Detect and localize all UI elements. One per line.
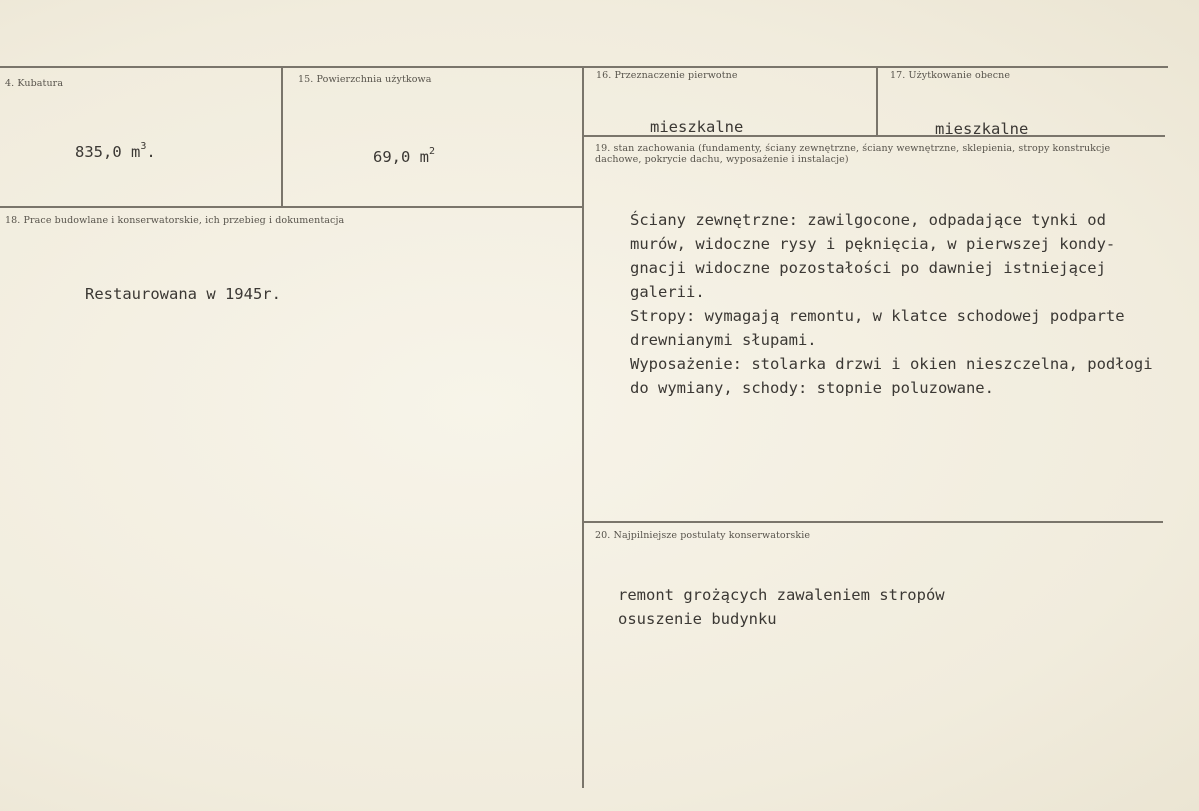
rule-above-20 bbox=[583, 521, 1163, 523]
prace-label: 18. Prace budowlane i konserwatorskie, ich przebieg i dokumentacja bbox=[5, 215, 345, 226]
postulaty-text bbox=[618, 583, 945, 631]
stan-line: galerii. bbox=[630, 283, 705, 301]
stan-line: Wyposażenie: stolarka drzwi i okien nieszczelna, podłogi bbox=[630, 355, 1153, 373]
divider-center bbox=[582, 66, 584, 788]
powierzchnia-number: 69,0 m bbox=[373, 148, 429, 167]
stan-line: drewnianymi słupami. bbox=[630, 331, 817, 349]
przeznaczenie-value: mieszkalne bbox=[650, 118, 744, 136]
kubatura-unit-exponent: 3 bbox=[140, 141, 147, 152]
postulaty-line: osuszenie budynku bbox=[618, 610, 777, 628]
divider-kubatura bbox=[281, 66, 283, 208]
powierzchnia-value bbox=[373, 148, 435, 166]
uzytkowanie-value: mieszkalne bbox=[935, 120, 1029, 138]
top-rule bbox=[0, 66, 1168, 68]
stan-line: gnacji widoczne pozostałości po dawniej istniejącej bbox=[630, 259, 1106, 277]
kubatura-label: 4. Kubatura bbox=[5, 78, 64, 89]
stan-text bbox=[630, 208, 1153, 400]
stan-line: Stropy: wymagają remontu, w klatce schodowej podparte bbox=[630, 307, 1125, 325]
stan-line: Ściany zewnętrzne: zawilgocone, odpadające tynki od bbox=[630, 211, 1106, 229]
kubatura-number: 835,0 m bbox=[75, 143, 141, 162]
kubatura-suffix: . bbox=[146, 143, 156, 162]
przeznaczenie-label: 16. Przeznaczenie pierwotne bbox=[596, 70, 738, 81]
rule-below-4-15 bbox=[0, 206, 583, 208]
postulaty-line: remont grożących zawaleniem stropów bbox=[618, 586, 945, 604]
stan-line: murów, widoczne rysy i pęknięcia, w pierwszej kondy- bbox=[630, 235, 1116, 253]
powierzchnia-unit-exponent: 2 bbox=[429, 146, 436, 157]
prace-value: Restaurowana w 1945r. bbox=[85, 285, 281, 303]
stan-line: do wymiany, schody: stopnie poluzowane. bbox=[630, 379, 994, 397]
kubatura-value bbox=[75, 143, 156, 161]
stan-label: 19. stan zachowania (fundamenty, ściany zewnętrzne, ściany wewnętrzne, sklepienia, stropy konstrukcje dachowe, pokrycie dachu, wyposażenie i instalacje) bbox=[595, 143, 1111, 165]
uzytkowanie-label: 17. Użytkowanie obecne bbox=[890, 70, 1011, 81]
powierzchnia-label: 15. Powierzchnia użytkowa bbox=[298, 74, 432, 85]
postulaty-label: 20. Najpilniejsze postulaty konserwatorskie bbox=[595, 530, 811, 541]
divider-uzytkowanie bbox=[876, 66, 878, 136]
